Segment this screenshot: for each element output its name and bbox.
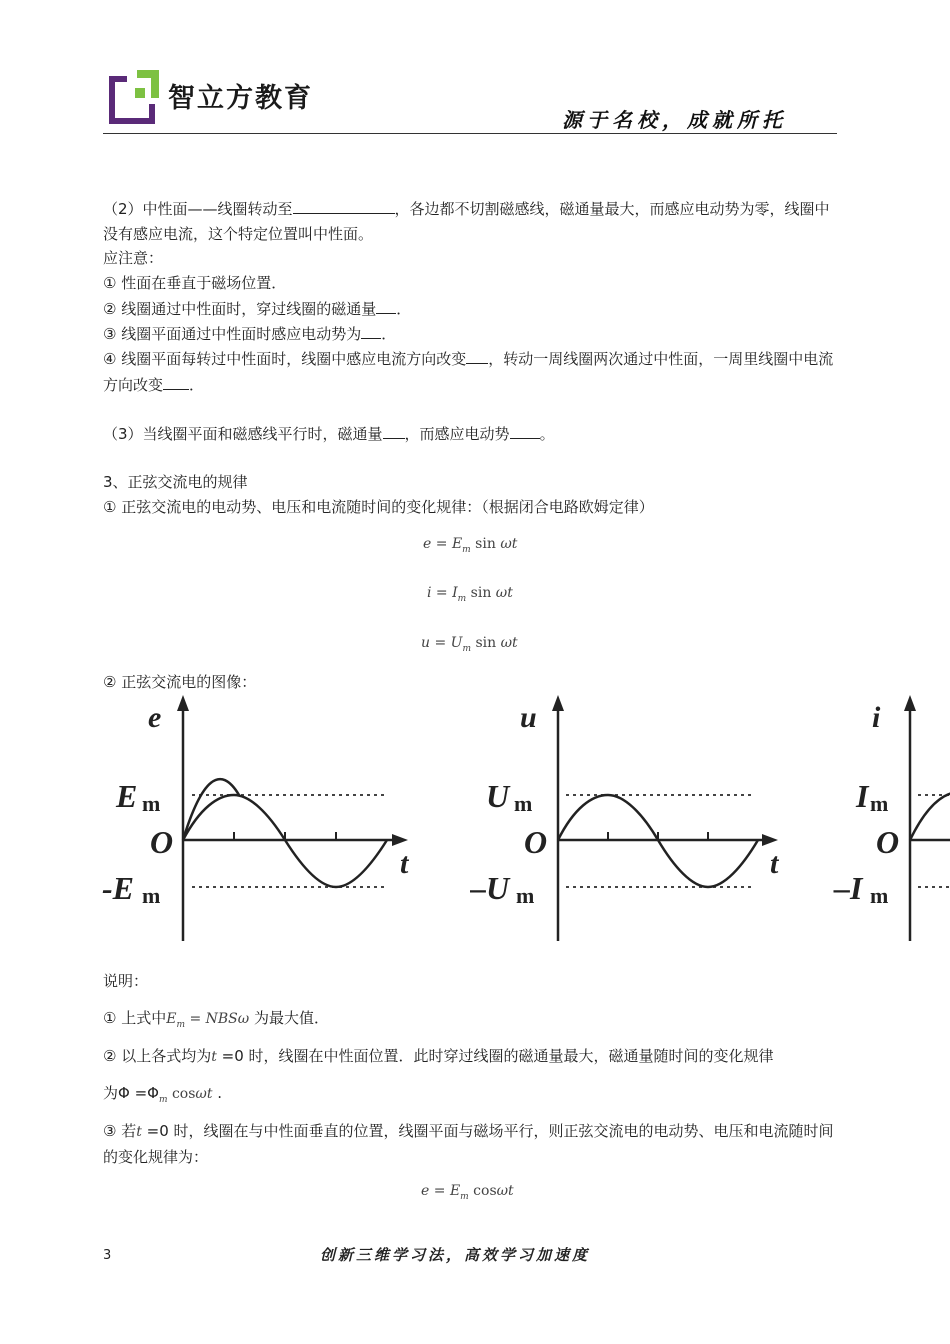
page-number: 3 (103, 1248, 112, 1263)
logo-icon (105, 68, 161, 124)
label-neg-em: -E (102, 870, 134, 906)
label-im-sub: m (870, 791, 889, 816)
note-4-text-a: ④ 线圈平面每转过中性面时，线圈中感应电流方向改变 (103, 350, 467, 368)
blank-answer (293, 196, 395, 214)
equation-u-sin: $u = U_m$ sin ωt (421, 635, 518, 654)
axis-label-u: u (520, 701, 537, 734)
note-1: ① 性面在垂直于磁场位置． (103, 274, 287, 292)
graph-e-sine (100, 693, 420, 945)
note-2-end: ． (396, 300, 412, 318)
axis-label-t: t (770, 847, 779, 880)
logo-text: 智立方教育 (168, 83, 313, 114)
section-3-item-2: ② 正弦交流电的图像： (103, 673, 257, 691)
origin-label: O (150, 824, 174, 860)
origin-label: O (876, 824, 900, 860)
neutral-plane-paragraph (103, 196, 837, 247)
blank-answer (163, 372, 189, 390)
blank-answer (510, 421, 540, 439)
blank-answer (383, 421, 405, 439)
y-axis-arrow (552, 695, 564, 711)
label-neg-im: –I (834, 870, 863, 906)
explain-title: 说明： (103, 972, 149, 990)
blank-answer (361, 321, 381, 339)
blank-answer (466, 346, 488, 364)
note-3 (103, 321, 396, 347)
graph-u-sine (470, 693, 790, 945)
label-em: E (116, 778, 138, 814)
label-em-sub: m (142, 791, 161, 816)
parallel-plane-paragraph (103, 421, 555, 447)
p2-text-a: （2）中性面——线圈转动至 (103, 200, 293, 218)
label-neg-im-sub: m (870, 883, 889, 908)
label-neg-um: –U (470, 870, 510, 906)
explain-2-flux: 为$\Phi =\Phi_m$ cosωt . (103, 1084, 222, 1105)
axis-label-t: t (400, 847, 409, 880)
section-3-title: 3、正弦交流电的规律 (103, 473, 248, 491)
explain-1: ① 上式中$E_m = NBS\omega$ 为最大值． (103, 1009, 329, 1030)
note-2-text: ② 线圈通过中性面时，穿过线圈的磁通量 (103, 300, 377, 318)
explain-3: ③ 若t =0 时，线圈在与中性面垂直的位置，线圈平面与磁场平行，则正弦交流电的电动势、电压和电流随时间的变化规律为： (103, 1122, 834, 1166)
label-neg-em-sub: m (142, 883, 161, 908)
equation-i-sin: $i = I_m$ sin ωt (427, 585, 513, 604)
section-3-item-1: ① 正弦交流电的电动势、电压和电流随时间的变化规律：（根据闭合电路欧姆定律） (103, 498, 654, 516)
note-title: 应注意： (103, 249, 164, 267)
label-um: U (486, 778, 510, 814)
sine-curve (910, 793, 950, 840)
x-axis-arrow (762, 834, 778, 846)
label-im: I (856, 778, 869, 814)
graph-i-sine (832, 693, 950, 945)
footer-slogan: 创新三维学习法，高效学习加速度 (320, 1246, 591, 1264)
note-4 (103, 346, 837, 398)
equation-e-sin: $e = E_m$ sin ωt (423, 536, 518, 555)
p3-text-a: （3）当线圈平面和磁感线平行时，磁通量 (103, 425, 383, 443)
p3-text-b: ，而感应电动势 (404, 425, 510, 443)
header-divider (103, 133, 837, 134)
axis-label-i: i (872, 701, 881, 734)
label-um-sub: m (514, 791, 533, 816)
explain-2: ② 以上各式均为t =0 时，线圈在中性面位置．此时穿过线圈的磁通量最大，磁通量随时间的变化规律 (103, 1047, 774, 1065)
blank-answer (376, 296, 396, 314)
p2-text-b: ，各边都不切割磁感线，磁通量最大，而感应电动势为零，线圈中没有感应电流，这个特定位置叫中性面。 (103, 200, 830, 243)
note-3-text: ③ 线圈平面通过中性面时感应电动势为 (103, 325, 362, 343)
y-axis-arrow (177, 695, 189, 711)
equation-e-cos: $e = E_m$ cosωt (421, 1183, 514, 1202)
p3-end: 。 (539, 425, 555, 443)
note-4-end: ． (189, 376, 205, 394)
header-slogan: 源于名校，成就所托 (562, 108, 787, 132)
axis-label-e: e (148, 701, 162, 734)
note-2 (103, 296, 411, 322)
note-3-end: ． (381, 325, 397, 343)
label-neg-um-sub: m (516, 883, 535, 908)
origin-label: O (524, 824, 548, 860)
x-axis-arrow (392, 834, 408, 846)
note-4-text-b: ，转动一周线圈两次通过中性面，一周里线圈中电流方向改变 (103, 350, 834, 394)
y-axis-arrow (904, 695, 916, 711)
